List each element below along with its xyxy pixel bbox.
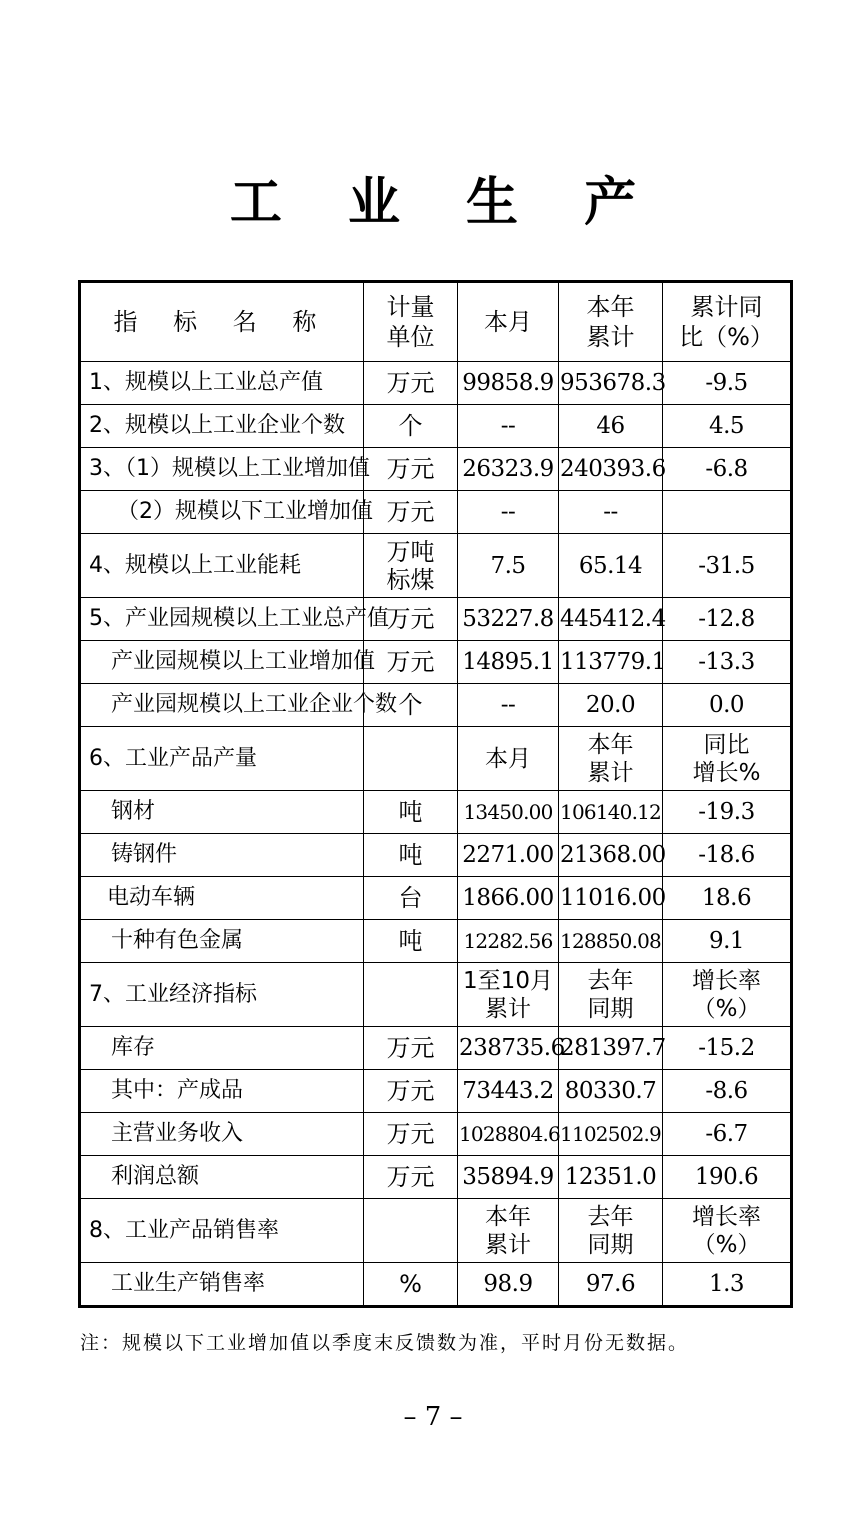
table-row: 5、产业园规模以上工业总产值 万元 53227.8 445412.4 -12.8 <box>80 598 792 641</box>
page-title: 工 业 生 产 <box>229 172 661 233</box>
header-indicator-name: 指 标 名 称 <box>80 282 364 362</box>
table-row: 库存 万元 238735.6 281397.7 -15.2 <box>80 1027 792 1070</box>
table-row: 工业生产销售率 % 98.9 97.6 1.3 <box>80 1263 792 1307</box>
table-row: 铸钢件 吨 2271.00 21368.00 -18.6 <box>80 834 792 877</box>
industrial-production-table <box>78 280 793 1308</box>
footnote: 注：规模以下工业增加值以季度末反馈数为准，平时月份无数据。 <box>80 1332 690 1354</box>
header-yoy: 累计同 比（%） <box>663 282 792 362</box>
header-unit: 计量 单位 <box>364 282 458 362</box>
table-row: 产业园规模以上工业增加值 万元 14895.1 113779.1 -13.3 <box>80 641 792 684</box>
header-ytd: 本年 累计 <box>559 282 663 362</box>
table-row: 产业园规模以上工业企业个数 个 -- 20.0 0.0 <box>80 684 792 727</box>
table-row: 4、规模以上工业能耗 万吨 标煤 7.5 65.14 -31.5 <box>80 534 792 598</box>
table-row: 利润总额 万元 35894.9 12351.0 190.6 <box>80 1156 792 1199</box>
section-header-row: 7、工业经济指标 1至10月 累计 去年 同期 增长率 （%） <box>80 963 792 1027</box>
header-month: 本月 <box>458 282 559 362</box>
table-row: （2）规模以下工业增加值 万元 -- -- <box>80 491 792 534</box>
page-number: – 7 – <box>403 1402 463 1432</box>
table-row: 其中：产成品 万元 73443.2 80330.7 -8.6 <box>80 1070 792 1113</box>
table-header-row <box>80 282 792 362</box>
section-header-row: 6、工业产品产量 本月 本年 累计 同比 增长% <box>80 727 792 791</box>
table-row: 3、（1）规模以上工业增加值 万元 26323.9 240393.6 -6.8 <box>80 448 792 491</box>
table-row: 2、规模以上工业企业个数 个 -- 46 4.5 <box>80 405 792 448</box>
section-header-row: 8、工业产品销售率 本年 累计 去年 同期 增长率 （%） <box>80 1199 792 1263</box>
table-row: 主营业务收入 万元 1028804.6 1102502.9 -6.7 <box>80 1113 792 1156</box>
table-row: 1、规模以上工业总产值 万元 99858.9 953678.3 -9.5 <box>80 362 792 405</box>
table-row: 电动车辆 台 1866.00 11016.00 18.6 <box>80 877 792 920</box>
table-row: 十种有色金属 吨 12282.56 128850.08 9.1 <box>80 920 792 963</box>
table-row: 钢材 吨 13450.00 106140.12 -19.3 <box>80 791 792 834</box>
